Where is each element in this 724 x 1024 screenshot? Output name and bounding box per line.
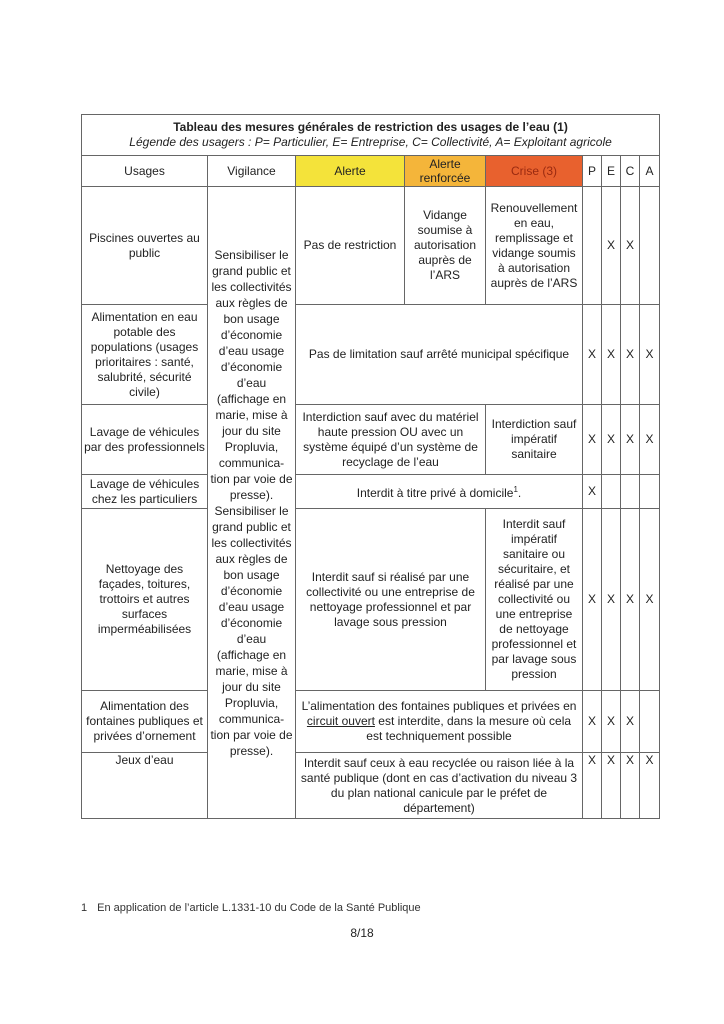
a-cell: X: [640, 509, 660, 691]
merged-measure-cell: [296, 475, 583, 509]
crise-cell: Interdit sauf impératif sanitaire ou sécuritaire, et réalisé par une collectivité ou une entreprise de nettoyage professionnel et par lavage sous pression: [486, 509, 583, 691]
table-title-cell: [82, 115, 660, 156]
footnote-number: 1: [81, 902, 88, 914]
merged-measure-end: .: [517, 486, 522, 500]
a-cell: X: [640, 405, 660, 475]
e-cell: X: [602, 691, 621, 753]
merged-measure-text: L’alimentation des fontaines publiques et privées en: [301, 699, 577, 713]
p-cell: X: [583, 475, 602, 509]
table-title: Tableau des mesures générales de restriction des usages de l’eau (1): [173, 120, 568, 134]
merged-measure-cell: Pas de limitation sauf arrêté municipal spécifique: [296, 305, 583, 405]
usage-cell: Lavage de véhicules chez les particuliers: [82, 475, 208, 509]
p-cell: X: [583, 305, 602, 405]
p-cell: X: [583, 753, 602, 819]
alerte-renforcee-cell: Interdit sauf si réalisé par une collectivité ou une entreprise de nettoyage professionnel et par lavage sous pression: [296, 509, 486, 691]
e-cell: X: [602, 509, 621, 691]
alerte-cell: Pas de restriction: [296, 187, 405, 305]
e-cell: X: [602, 305, 621, 405]
a-cell: [640, 691, 660, 753]
header-crise: Crise (3): [486, 156, 583, 187]
p-cell: [583, 187, 602, 305]
header-usages: Usages: [82, 156, 208, 187]
table-row: [82, 753, 660, 819]
e-cell: [602, 475, 621, 509]
e-cell: X: [602, 187, 621, 305]
usage-cell: Alimentation en eau potable des populations (usages prioritaires : santé, salubrité, sécurité civile): [82, 305, 208, 405]
crise-cell: Renouvellement en eau, remplissage et vidange soumis à autorisation auprès de l’ARS: [486, 187, 583, 305]
circuit-ouvert-text: circuit ouvert: [306, 714, 375, 728]
table-legend: Légende des usagers : P= Particulier, E= Entreprise, C= Collectivité, A= Exploitant agricole: [129, 135, 612, 149]
usage-cell: Lavage de véhicules par des professionnels: [82, 405, 208, 475]
usage-cell: Alimentation des fontaines publiques et privées d’ornement: [82, 691, 208, 753]
table-row: [82, 305, 660, 405]
usage-cell: Piscines ouvertes au public: [82, 187, 208, 305]
table-row: [82, 475, 660, 509]
c-cell: X: [621, 305, 640, 405]
a-cell: X: [640, 305, 660, 405]
c-cell: X: [621, 405, 640, 475]
footnote: [81, 902, 421, 914]
footnote-text: En application de l’article L.1331-10 du Code de la Santé Publique: [97, 902, 421, 914]
p-cell: X: [583, 405, 602, 475]
restriction-table: [81, 114, 660, 819]
vigilance-cell: Sensibiliser le grand public et les collectivités aux règles de bon usage d’économie d’eau usage d’économie d’eau (affichage en marie, mise à jour du site Propluvia, communica-tion par voie de presse). Sensibiliser le grand public et les collectivités aux règles de bon usage d’économie d’eau usage d’économie d’eau (affichage en marie, mise à jour du site Propluvia, communica-tion par voie de presse).: [208, 187, 296, 819]
c-cell: X: [621, 691, 640, 753]
table-row: [82, 405, 660, 475]
c-cell: [621, 475, 640, 509]
header-e: E: [602, 156, 621, 187]
p-cell: X: [583, 691, 602, 753]
e-cell: X: [602, 405, 621, 475]
header-c: C: [621, 156, 640, 187]
table-row: [82, 509, 660, 691]
table-row: [82, 691, 660, 753]
footnote-ref: 1: [513, 485, 518, 494]
header-alerte: Alerte: [296, 156, 405, 187]
renforcee-cell: Vidange soumise à autorisation auprès de l’ARS: [405, 187, 486, 305]
table-row: [82, 187, 660, 305]
e-cell: X: [602, 753, 621, 819]
merged-measure-end: est interdite, dans la mesure où cela est techniquement possible: [366, 714, 572, 743]
merged-measure-cell: Interdit sauf ceux à eau recyclée ou raison liée à la santé publique (dont en cas d’activation du niveau 3 du plan national canicule par le préfet de département): [296, 753, 583, 819]
header-alerte-renforcee: Alerte renforcée: [405, 156, 486, 187]
a-cell: [640, 187, 660, 305]
header-a: A: [640, 156, 660, 187]
merged-measure-text: Interdit à titre privé à domicile: [356, 486, 514, 500]
p-cell: X: [583, 509, 602, 691]
c-cell: X: [621, 753, 640, 819]
page-number: 8/18: [350, 926, 374, 940]
header-vigilance: Vigilance: [208, 156, 296, 187]
a-cell: [640, 475, 660, 509]
header-p: P: [583, 156, 602, 187]
crise-cell: Interdiction sauf impératif sanitaire: [486, 405, 583, 475]
c-cell: X: [621, 187, 640, 305]
usage-cell: Jeux d’eau: [82, 753, 208, 819]
c-cell: X: [621, 509, 640, 691]
alerte-renforcee-cell: Interdiction sauf avec du matériel haute pression OU avec un système équipé d’un système de recyclage de l’eau: [296, 405, 486, 475]
merged-measure-cell: [296, 691, 583, 753]
a-cell: X: [640, 753, 660, 819]
usage-cell: Nettoyage des façades, toitures, trottoirs et autres surfaces imperméabilisées: [82, 509, 208, 691]
